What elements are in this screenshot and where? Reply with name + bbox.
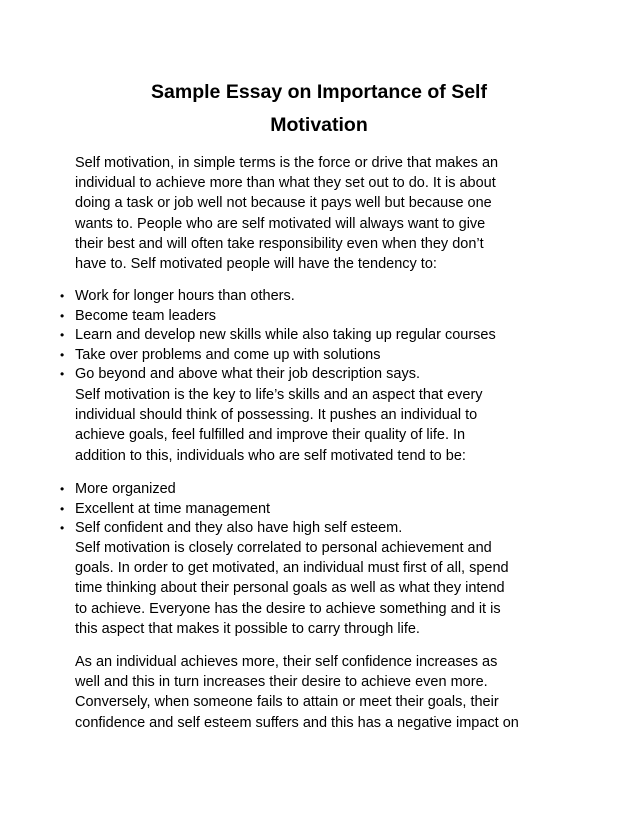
bullet-list-tendencies: [60, 287, 580, 385]
text-line: Conversely, when someone fails to attain or meet their goals, their: [75, 694, 499, 711]
essay-title: [100, 76, 538, 142]
text-line: wants to. People who are self motivated will always want to give: [75, 215, 486, 232]
title-line: Motivation: [270, 114, 368, 136]
paragraph-achievement: [75, 538, 575, 639]
paragraph-confidence: [75, 652, 575, 733]
bullet-list-traits: [60, 480, 580, 539]
bullet-icon: •: [60, 501, 65, 516]
text-line: achieve goals, feel fulfilled and improve their quality of life. In: [75, 427, 466, 444]
list-item: [60, 519, 580, 539]
list-item-text: More organized: [75, 481, 176, 497]
text-line: individual to achieve more than what they set out to do. It is about: [75, 175, 496, 192]
list-item: [60, 307, 580, 327]
text-line: individual should think of possessing. It pushes an individual to: [75, 407, 478, 424]
text-line: this aspect that makes it possible to carry through life.: [75, 620, 420, 637]
list-item: [60, 326, 580, 346]
bullet-icon: •: [60, 308, 65, 323]
text-line: well and this in turn increases their desire to achieve even more.: [75, 674, 488, 691]
text-line: addition to this, individuals who are self motivated tend to be:: [75, 447, 466, 464]
list-item-text: Take over problems and come up with solutions: [75, 346, 381, 363]
text-line: goals. In order to get motivated, an individual must first of all, spend: [75, 560, 509, 577]
bullet-icon: •: [60, 289, 65, 303]
list-item-text: Become team leaders: [75, 307, 217, 324]
text-line: time thinking about their personal goals as well as what they intend: [75, 580, 505, 597]
text-line: As an individual achieves more, their self confidence increases as: [75, 654, 498, 670]
list-item: [60, 346, 580, 366]
title-line: Sample Essay on Importance of Self: [151, 81, 487, 103]
bullet-icon: •: [60, 328, 65, 343]
paragraph-key-skills: [75, 385, 575, 466]
list-item-text: Excellent at time management: [75, 500, 271, 517]
list-item: [60, 365, 580, 385]
bullet-icon: •: [60, 521, 65, 536]
bullet-icon: •: [60, 482, 65, 496]
text-line: Self motivation is closely correlated to personal achievement and: [75, 540, 492, 556]
text-line: Self motivation is the key to life’s skills and an aspect that every: [75, 387, 483, 403]
text-line: confidence and self esteem suffers and this has a negative impact on: [75, 714, 519, 731]
list-item-text: Self confident and they also have high self esteem.: [75, 520, 403, 537]
list-item: [60, 500, 580, 520]
paragraph-intro: [75, 153, 575, 274]
text-line: their best and will often take responsibility even when they don’t: [75, 235, 484, 252]
text-line: to achieve. Everyone has the desire to achieve something and it is: [75, 600, 501, 617]
list-item: [60, 287, 580, 307]
bullet-icon: •: [60, 347, 65, 362]
list-item-text: Learn and develop new skills while also taking up regular courses: [75, 327, 496, 344]
text-line: have to. Self motivated people will have the tendency to:: [75, 255, 437, 272]
list-item-text: Work for longer hours than others.: [75, 288, 295, 304]
text-line: doing a task or job well not because it pays well but because one: [75, 195, 492, 212]
list-item-text: Go beyond and above what their job description says.: [75, 366, 420, 383]
text-line: Self motivation, in simple terms is the force or drive that makes an: [75, 155, 499, 171]
bullet-icon: •: [60, 367, 65, 382]
list-item: [60, 480, 580, 500]
